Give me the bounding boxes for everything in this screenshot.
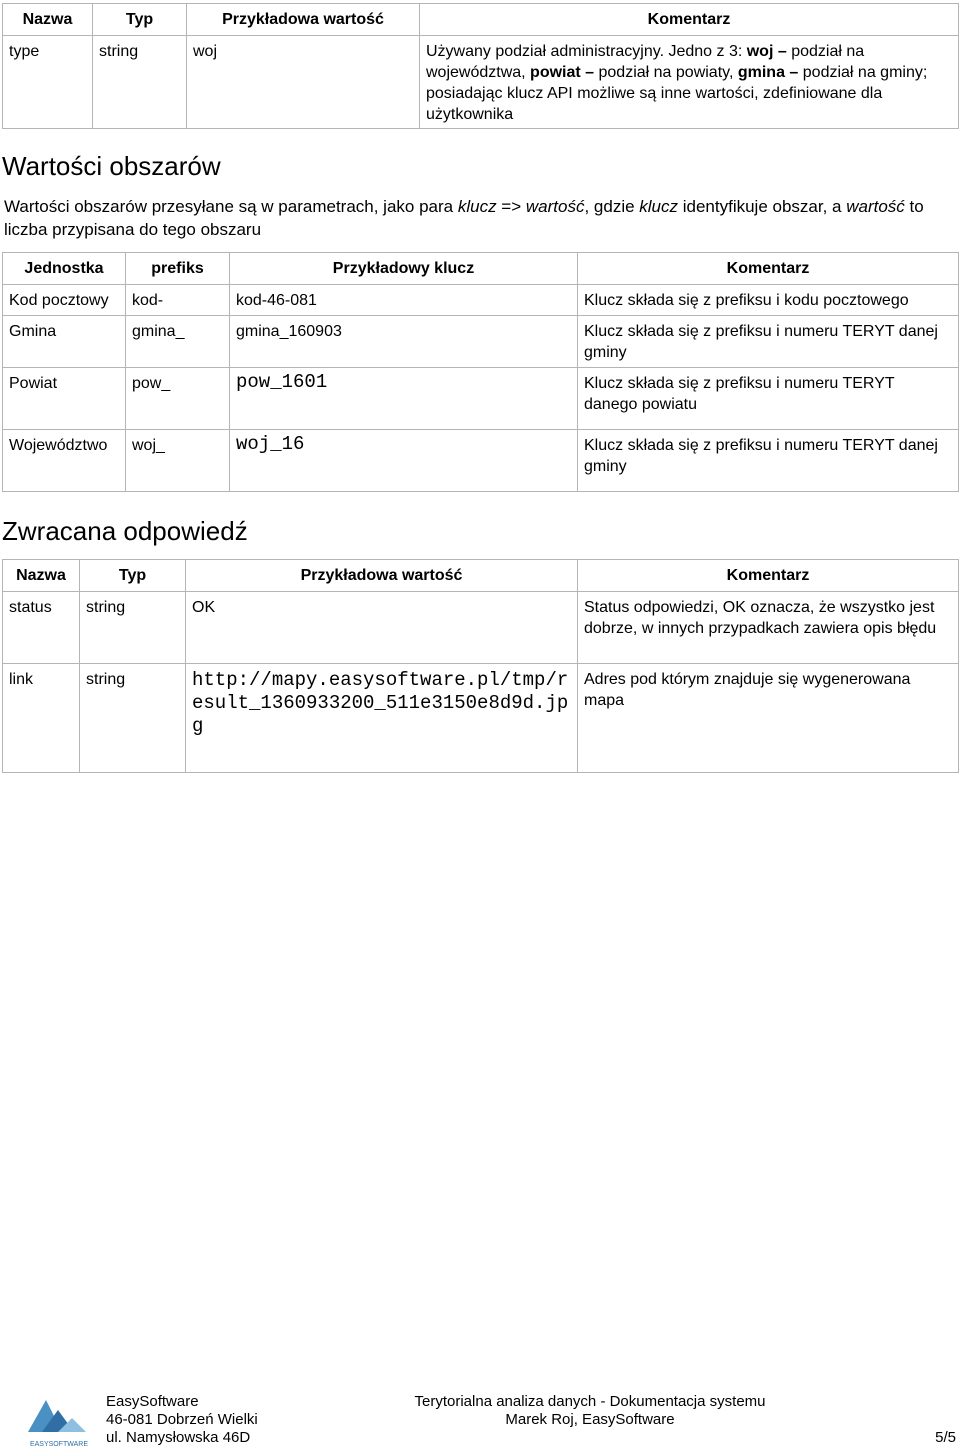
paragraph-text: , gdzie [584,197,640,216]
param-comment [420,36,959,129]
svg-text:EASYSOFTWARE: EASYSOFTWARE [29,1441,89,1448]
footer-address-line: 46-081 Dobrzeń Wielki [106,1411,258,1428]
column-header: Typ [80,560,186,592]
paragraph-text: identyfikuje obszar, a [678,197,847,216]
key-cell: pow_1601 [230,368,578,430]
paragraph-italic: klucz [639,197,679,216]
section-heading-response: Zwracana odpowiedź [2,516,248,546]
column-header: Nazwa [3,4,93,36]
footer-author: Marek Roj, EasySoftware [505,1411,675,1428]
param-example: woj [187,36,420,129]
unit-cell: Województwo [3,430,126,492]
param-type: string [93,36,187,129]
logo-mountains-icon [28,1390,90,1448]
prefix-cell: woj_ [126,430,230,492]
paragraph-italic: wartość [846,197,905,216]
comment-cell: Klucz składa się z prefiksu i numeru TERYT danego powiatu [578,368,959,430]
field-example-link: http://mapy.easysoftware.pl/tmp/result_1360933200_511e3150e8d9d.jpg [186,664,578,773]
column-header: Komentarz [578,253,959,285]
key-cell: gmina_160903 [230,316,578,368]
column-header: Komentarz [420,4,959,36]
comment-text: Używany podział administracyjny. Jedno z 3: [426,43,747,60]
comment-bold: woj – [746,43,787,60]
column-header: Przykładowa wartość [186,560,578,592]
table-header-row [3,4,959,36]
field-comment: Status odpowiedzi, OK oznacza, że wszystko jest dobrze, w innych przypadkach zawiera opis błędu [578,592,959,664]
field-name: status [3,592,80,664]
comment-text: podział na gminy; posiadając klucz API możliwe są inne wartości, zdefiniowane dla użytkownika [426,64,928,123]
comment-cell: Klucz składa się z prefiksu i kodu pocztowego [578,285,959,316]
comment-text: podział na województwa, [426,43,865,81]
area-keys-table [2,252,959,492]
field-name: link [3,664,80,773]
field-type: string [80,592,186,664]
unit-cell: Powiat [3,368,126,430]
comment-bold: powiat – [530,64,595,81]
footer-address [106,1393,258,1447]
prefix-cell: kod- [126,285,230,316]
field-comment: Adres pod którym znajduje się wygenerowana mapa [578,664,959,773]
table-row [3,368,959,430]
field-example: OK [186,592,578,664]
column-header: Jednostka [3,253,126,285]
section-heading-values: Wartości obszarów [2,151,221,181]
column-header: Typ [93,4,187,36]
paragraph-italic: klucz [457,197,497,216]
prefix-cell: gmina_ [126,316,230,368]
paragraph-text: => [496,197,526,216]
table-row [3,664,959,773]
field-type: string [80,664,186,773]
paragraph-text: to liczba przypisana do tego obszaru [4,197,924,239]
column-header: Przykładowy klucz [230,253,578,285]
param-name: type [3,36,93,129]
unit-cell: Gmina [3,316,126,368]
table-header-row [3,253,959,285]
column-header: Nazwa [3,560,80,592]
column-header: Przykładowa wartość [187,4,420,36]
footer-company: EasySoftware [106,1393,199,1410]
table-header-row [3,560,959,592]
comment-bold: gmina – [737,64,799,81]
key-cell: woj_16 [230,430,578,492]
table-row [3,316,959,368]
footer-doc-title: Terytorialna analiza danych - Dokumentacja systemu [414,1393,766,1410]
footer-doc-info [380,1393,800,1429]
table-row [3,592,959,664]
values-paragraph [4,195,924,241]
footer-address-line: ul. Namysłowska 46D [106,1429,251,1446]
comment-cell: Klucz składa się z prefiksu i numeru TERYT danej gminy [578,430,959,492]
parameter-table [2,3,959,129]
column-header: Komentarz [578,560,959,592]
easysoftware-logo [28,1390,90,1448]
comment-text: podział na powiaty, [594,64,738,81]
comment-cell: Klucz składa się z prefiksu i numeru TERYT danej gminy [578,316,959,368]
prefix-cell: pow_ [126,368,230,430]
paragraph-italic: wartość [525,197,585,216]
table-row [3,36,959,129]
unit-cell: Kod pocztowy [3,285,126,316]
paragraph-text: Wartości obszarów przesyłane są w parametrach, jako para [4,197,458,216]
column-header: prefiks [126,253,230,285]
table-row [3,285,959,316]
page-number: 5/5 [935,1429,956,1446]
table-row [3,430,959,492]
response-table [2,559,959,773]
key-cell: kod-46-081 [230,285,578,316]
